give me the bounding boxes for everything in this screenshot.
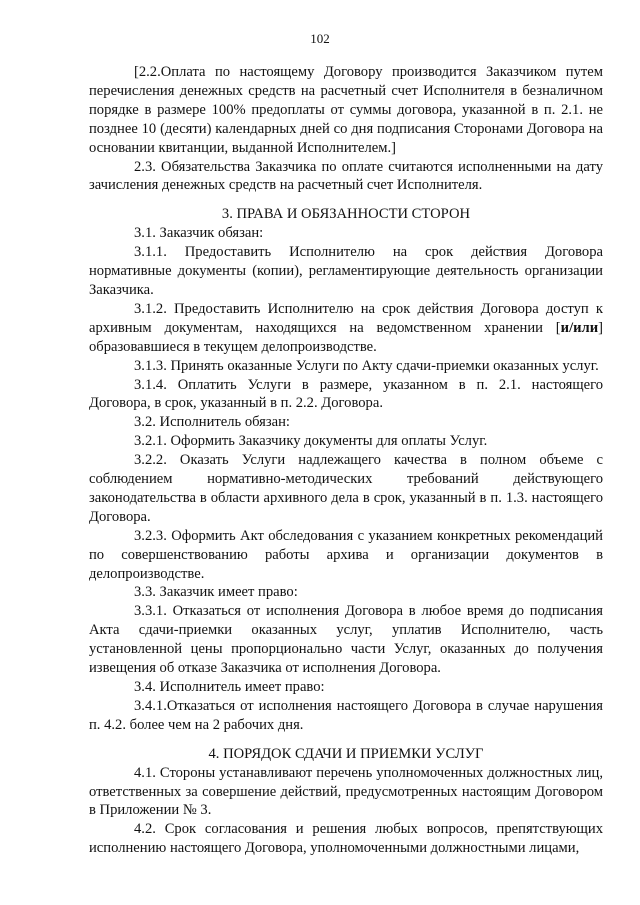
page-number: 102: [310, 31, 330, 46]
clause-3-1-2-part-b: ] образовавшиеся в текущем делопроизводстве.: [89, 319, 603, 355]
clause-3-2: 3.2. Исполнитель обязан:: [134, 414, 290, 431]
clause-3-2-1: 3.2.1. Оформить Заказчику документы для оплаты Услуг.: [134, 433, 488, 450]
clause-3-1-2-bold: и/или: [560, 319, 599, 336]
clause-4-2: 4.2. Срок согласования и решения любых вопросов, препятствующих исполнению настоящего Договора, уполномоченными должностными лицами,: [89, 821, 603, 857]
clause-3-1-1: 3.1.1. Предоставить Исполнителю на срок действия Договора нормативные документы (копии), регламентирующие деятельность организации Заказчика.: [89, 244, 603, 298]
document-body: [89, 63, 603, 858]
clause-3-1-3: 3.1.3. Принять оказанные Услуги по Акту сдачи-приемки оказанных услуг.: [134, 357, 599, 374]
clause-4-1: 4.1. Стороны устанавливают перечень уполномоченных должностных лиц, ответственных за совершение действий, предусмотренных настоящим Договором в Приложении № 3.: [89, 764, 603, 819]
clause-3-2-3: 3.2.3. Оформить Акт обследования с указанием конкретных рекомендаций по совершенствованию работы архива и организации документов в делопроизводстве.: [89, 527, 603, 582]
clause-3-1-4: 3.1.4. Оплатить Услуги в размере, указанном в п. 2.1. настоящего Договора, в срок, указанный в п. 2.2. Договора.: [89, 376, 603, 412]
clause-2-2: [2.2.Оплата по настоящему Договору производится Заказчиком путем перечисления денежных средств на расчетный счет Исполнителя в безналичном порядке в размере 100% предоплаты от суммы договора, указанной в п. 2.1. не позднее 10 (десяти) календарных дней со дня подписания Сторонами Договора на основании квитанции, выданной Исполнителем.]: [89, 64, 603, 156]
clause-3-4-1: 3.4.1.Отказаться от исполнения настоящего Договора в случае нарушения п. 4.2. более чем на 2 рабочих дня.: [89, 697, 603, 733]
section-4-heading: 4. ПОРЯДОК СДАЧИ И ПРИЕМКИ УСЛУГ: [208, 745, 484, 762]
clause-2-3: 2.3. Обязательства Заказчика по оплате считаются исполненными на дату зачисления денежных средств на расчетный счет Исполнителя.: [89, 158, 603, 194]
clause-3-3: 3.3. Заказчик имеет право:: [134, 584, 298, 601]
clause-3-4: 3.4. Исполнитель имеет право:: [134, 679, 325, 695]
clause-3-2-2: 3.2.2. Оказать Услуги надлежащего качества в полном объеме с соблюдением нормативно-методических требований действующего законодательства в области архивного дела в срок, указанный в п. 1.3. настоящего Договора.: [89, 452, 603, 525]
section-3-heading: 3. ПРАВА И ОБЯЗАННОСТИ СТОРОН: [221, 206, 471, 223]
clause-3-1-2-part-a: 3.1.2. Предоставить Исполнителю на срок действия Договора доступ к архивным документам, находящихся на ведомственном хранении [: [89, 300, 603, 336]
clause-3-1-2: [89, 300, 603, 357]
clause-3-3-1: 3.3.1. Отказаться от исполнения Договора в любое время до подписания Акта сдачи-приемки оказанных услуг, уплатив Исполнителю, часть установленной цены пропорционально части Услуг, оказанных до получения извещения об отказе Заказчика от исполнения Договора.: [89, 603, 603, 677]
clause-3-1: 3.1. Заказчик обязан:: [134, 225, 264, 242]
